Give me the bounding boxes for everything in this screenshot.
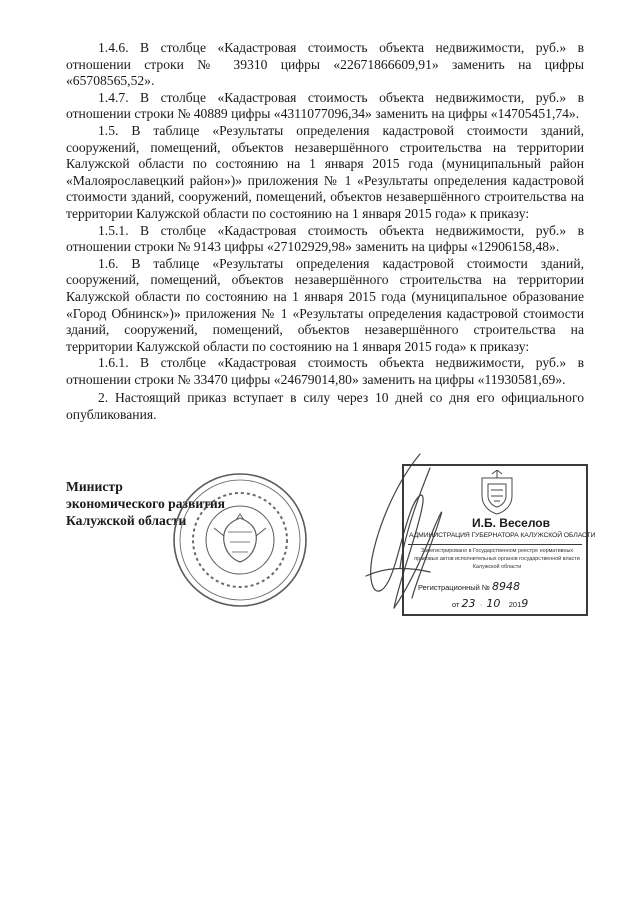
paragraph-1-6: 1.6. В таблице «Результаты определения кадастровой стоимости зданий, сооружений, помещений, объектов незавершённого строительства на территории Калужской области по состоянию на 1 января 2015 года (муниципальное образование «Город Обнинск»)» приложения № 1 «Результаты определения кадастровой стоимости зданий, сооружений, помещений, объектов незавершённого строительства на территории Калужской области по состоянию на 1 января 2015 года» к приказу: xyxy=(66,255,584,354)
registration-date-year-hand: 9 xyxy=(521,597,529,610)
paragraph-1-6-1: 1.6.1. В столбце «Кадастровая стоимость объекта недвижимости, руб.» в отношении строки № 33470 цифры «24679014,80» заменить на цифры «11930581,69». xyxy=(66,355,584,387)
paragraph-1-4-7: 1.4.7. В столбце «Кадастровая стоимость объекта недвижимости, руб.» в отношении строки № 40889 цифры «4311077096,34» заменить на цифры «14705451,74». xyxy=(66,89,584,122)
registration-number-label: Регистрационный № xyxy=(418,583,490,592)
registration-stamp xyxy=(402,464,596,616)
stamp-registration-note: Зарегистрировано в Государственном реестре нормативных правовых актов исполнительных органов государственной власти Калужской области xyxy=(414,548,580,570)
signer-title-line-1: Министр xyxy=(66,479,123,494)
ministry-seal-icon xyxy=(170,470,310,610)
signer-title-line-3: Калужской области xyxy=(66,513,187,528)
stamp-organization: АДМИНИСТРАЦИЯ ГУБЕРНАТОРА КАЛУЖСКОЙ ОБЛАСТИ xyxy=(409,532,596,539)
registration-date-day: 23 xyxy=(461,597,476,610)
stamp-divider xyxy=(408,544,582,545)
registration-date-line: от 23 · 10 2019 xyxy=(452,597,529,610)
registration-date-year-printed: 201 xyxy=(508,600,522,609)
registration-date-month: 10 xyxy=(486,597,501,610)
registration-number-value: 8948 xyxy=(492,580,521,593)
document-body xyxy=(66,40,584,424)
registration-number-line xyxy=(418,580,520,593)
signer-name: И.Б. Веселов xyxy=(472,516,550,530)
coat-of-arms-icon xyxy=(474,470,520,516)
paragraph-2: 2. Настоящий приказ вступает в силу через 10 дней со дня его официального опубликования. xyxy=(66,390,584,423)
paragraph-1-4-6: 1.4.6. В столбце «Кадастровая стоимость объекта недвижимости, руб.» в отношении строки № 39310 цифры «22671866609,91» заменить на цифры «65708565,52». xyxy=(66,40,584,89)
signer-title-line-2: экономического развития xyxy=(66,496,226,511)
paragraph-1-5-1: 1.5.1. В столбце «Кадастровая стоимость объекта недвижимости, руб.» в отношении строки № 9143 цифры «27102929,98» заменить на цифры «12906158,48». xyxy=(66,222,584,255)
registration-date-prefix: от xyxy=(452,600,460,609)
paragraph-1-5: 1.5. В таблице «Результаты определения кадастровой стоимости зданий, сооружений, помещений, объектов незавершённого строительства на территории Калужской области по состоянию на 1 января 2015 года (муниципальный район «Малоярославецкий район»)» приложения № 1 «Результаты определения кадастровой стоимости зданий, сооружений, помещений, объектов незавершённого строительства на территории Калужской области по состоянию на 1 января 2015 года» к приказу: xyxy=(66,122,584,221)
